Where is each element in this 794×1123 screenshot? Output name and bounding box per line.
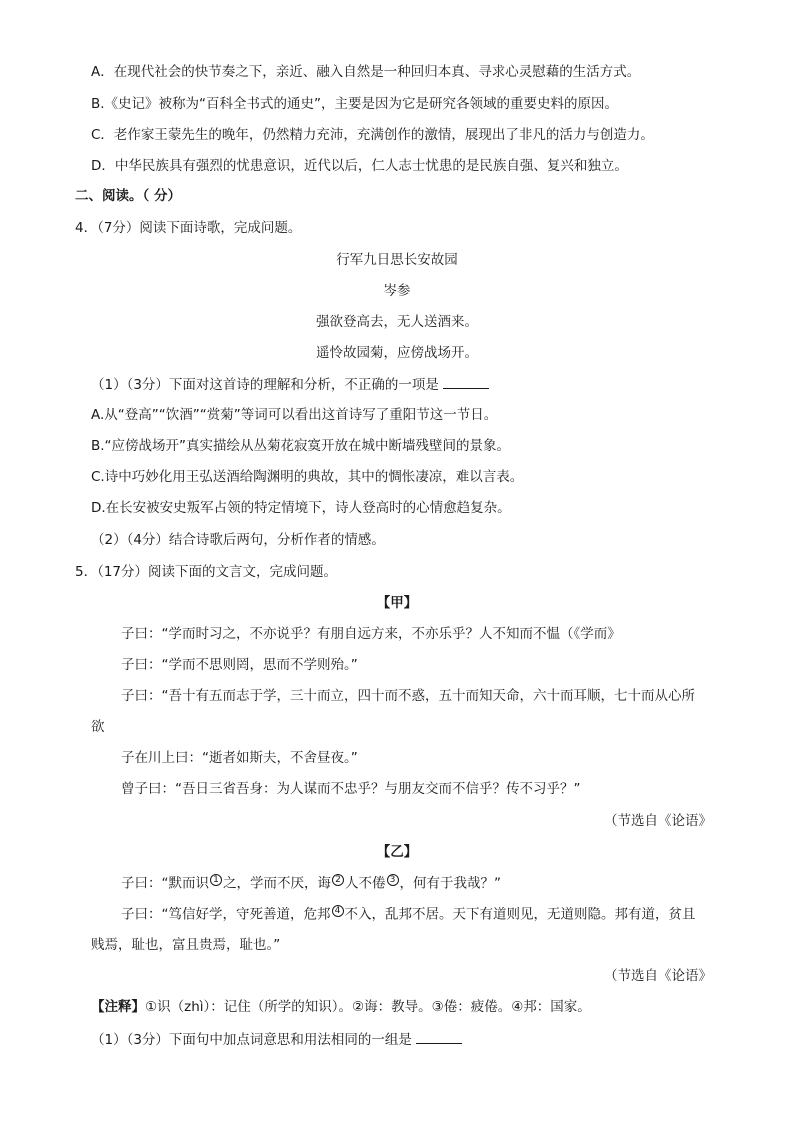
poem-line-2: 遥怜故园菊，应傍战场开。: [316, 345, 478, 361]
q4-option-b: B.“应傍战场开”真实描绘从丛菊花寂寞开放在城中断墙残壁间的景象。: [91, 438, 511, 454]
q5-prompt: 5．（17分）阅读下面的文言文，完成问题。: [75, 564, 338, 580]
poem-author: 岑参: [383, 283, 411, 299]
q3-option-d: D．中华民族具有强烈的忧患意识，近代以后，仁人志士忧患的是民族自强、复兴和独立。: [91, 158, 628, 174]
yi-line-1-part-4: ，何有于我哉？”: [399, 875, 501, 892]
annotation-text: ①识（zhì）：记住（所学的知识）。②诲：教导。③倦：疲倦。④邦：国家。: [145, 999, 591, 1015]
answer-blank: [443, 375, 489, 389]
jia-line-3-cont: 欲: [91, 719, 105, 735]
note-marker-3: 3: [387, 874, 399, 886]
jia-line-2: 子曰：“学而不思则罔，思而不学则殆。”: [121, 657, 358, 673]
q4-sub2: （2）（4分）结合诗歌后两句，分析作者的情感。: [91, 532, 385, 548]
q4-option-d: D.在长安被安史叛军占领的特定情境下，诗人登高时的心情愈趋复杂。: [91, 500, 511, 516]
q4-sub1: [91, 375, 489, 394]
passage-yi-heading: 【乙】: [376, 844, 418, 860]
jia-source: （节选自《论语》: [604, 813, 712, 829]
yi-source: （节选自《论语》: [604, 968, 712, 984]
note-marker-2: 2: [332, 874, 344, 886]
q3-option-a: A．在现代社会的快节奏之下，亲近、融入自然是一种回归本真、寻求心灵慰藉的生活方式。: [91, 64, 641, 80]
yi-line-2-part-2: 不入，乱邦不居。天下有道则见，无道则隐。邦有道，贫且: [344, 906, 696, 923]
q4-sub1-text: （1）（3分）下面对这首诗的理解和分析，不正确的一项是: [91, 377, 439, 393]
yi-line-2-cont: 贱焉，耻也，富且贵焉，耻也。”: [91, 937, 281, 953]
section-heading-reading: 二、阅读。（ 分）: [75, 188, 181, 204]
yi-line-2-part-1: 子曰：“笃信好学，守死善道，危邦: [121, 906, 331, 923]
answer-blank: [416, 1030, 462, 1044]
q4-prompt: 4．（7分）阅读下面诗歌，完成问题。: [75, 220, 302, 236]
jia-line-4: 子在川上曰：“逝者如斯夫，不舍昼夜。”: [121, 750, 358, 766]
yi-line-1-part-1: 子曰：“默而识: [121, 875, 209, 892]
note-marker-1: 1: [210, 874, 222, 886]
q3-option-b: B.《史记》被称为“百科全书式的通史”，主要是因为它是研究各领域的重要史料的原因。: [91, 96, 619, 112]
q4-option-c: C.诗中巧妙化用王弘送酒给陶渊明的典故，其中的惆怅凄凉，难以言表。: [91, 469, 524, 485]
annotation: [91, 998, 591, 1016]
jia-line-3: 子曰：“吾十有五而志于学，三十而立，四十而不惑，五十而知天命，六十而耳顺，七十而从心所: [121, 688, 695, 704]
poem-line-1: 强欲登高去，无人送酒来。: [316, 314, 478, 330]
jia-line-1: 子曰：“学而时习之，不亦说乎？有朋自远方来，不亦乐乎？人不知而不愠（《学而》: [121, 626, 621, 642]
jia-line-5: 曾子曰：“吾日三省吾身：为人谋而不忠乎？与朋友交而不信乎？传不习乎？”: [121, 781, 581, 797]
annotation-label: 【注释】: [91, 999, 145, 1015]
poem-title: 行军九日思长安故园: [336, 252, 458, 268]
passage-jia-heading: 【甲】: [376, 595, 418, 611]
yi-line-1-part-3: 人不倦: [345, 875, 386, 892]
yi-line-2: [121, 905, 696, 924]
q4-option-a: A.从“登高”“饮酒”“赏菊”等词可以看出这首诗写了重阳节这一节日。: [91, 407, 498, 423]
q5-sub1: [91, 1030, 462, 1049]
yi-line-1: [121, 874, 501, 893]
yi-line-1-part-2: 之，学而不厌，诲: [223, 875, 331, 892]
note-marker-4: 4: [332, 905, 344, 917]
q5-sub1-text: （1）（3分）下面句中加点词意思和用法相同的一组是: [91, 1032, 412, 1048]
q3-option-c: C．老作家王蒙先生的晚年，仍然精力充沛，充满创作的激情，展现出了非凡的活力与创造力。: [91, 127, 654, 143]
